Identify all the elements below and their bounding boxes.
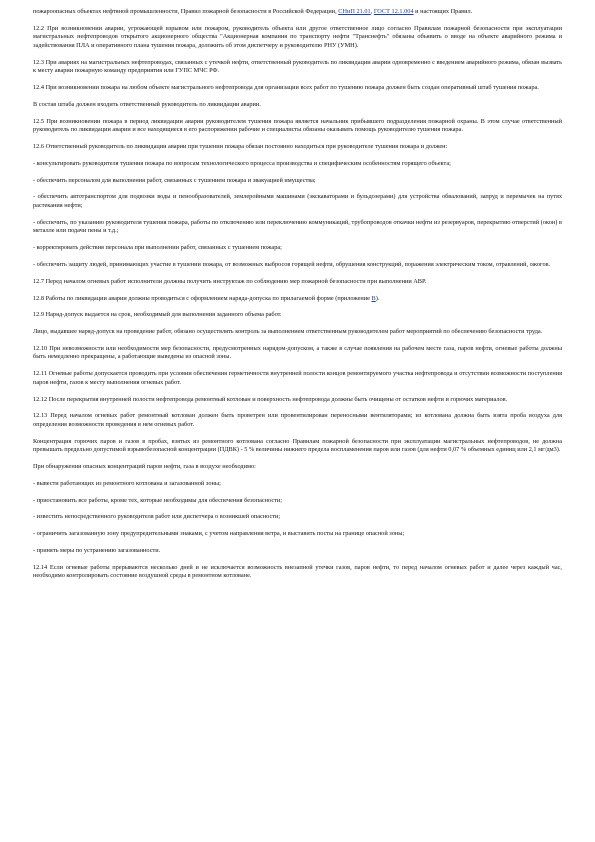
paragraph xyxy=(33,345,562,362)
reference-link[interactable]: СНиП 21.01 xyxy=(338,8,371,15)
paragraph-text: - обеспечить автотранспортом для подвозки воды и пенообразователей, землеройными машинами (экскаваторами и бульдозерами) для устройства обвалований, запруд и перемычек на путях растекания нефти; xyxy=(33,193,562,209)
paragraph xyxy=(33,396,562,405)
paragraph-text: - корректировать действия персонала при выполнении работ, связанных с тушением пожара; xyxy=(33,244,282,252)
paragraph-text: - известить непосредственного руководителя работ или диспетчера о возникшей опасности; xyxy=(33,513,281,521)
paragraph-text: 12.11 Огневые работы допускается проводить при условии обеспечения герметичности внутренней полости концов ремонтируемого участка нефтепровода и отсутствии возможности поступления паров нефти, газов к месту выполнения огневых работ. xyxy=(33,370,562,386)
paragraph-text: 12.9 Наряд-допуск выдается на срок, необходимый для выполнения заданного объема работ. xyxy=(33,311,282,319)
paragraph-text: Концентрация горючих паров и газов в пробах, взятых из ремонтного котлована согласно Правилам пожарной безопасности при эксплуатации магистральных нефтепроводов, не должна превышать предельно допустимой взрывобезопасной концентрации (ПДВК) - 5 % величины нижнего предела воспламенения паров или газов (для нефти 0,07 % объемных единиц или 2,1 мг/дм3). xyxy=(33,437,562,454)
paragraph-text: 12.3 При авариях на магистральных нефтепроводах, связанных с утечкой нефти, ответственный руководитель по ликвидации аварии одновременно с введением аварийного режима, обязан вызвать к месту аварии пожарную команду предприятия или ГУПС МЧС РФ. xyxy=(33,58,562,75)
paragraph-text: В состав штаба должен входить ответственный руководитель по ликвидации аварии. xyxy=(33,100,261,108)
paragraph xyxy=(33,143,562,152)
paragraph-text: - вывести работающих из ремонтного котлована и загазованной зоны; xyxy=(33,479,221,487)
paragraph-text: При обнаружении опасных концентраций паров нефти, газа в воздухе необходимо: xyxy=(33,463,256,471)
paragraph xyxy=(33,278,562,287)
paragraph xyxy=(33,118,562,135)
paragraph xyxy=(33,101,562,110)
paragraph xyxy=(33,8,562,17)
paragraph-text: - консультировать руководителя тушения пожара по вопросам технологического процесса производства и специфическим особенностям горящего объекта; xyxy=(33,159,451,167)
paragraph xyxy=(33,480,562,489)
paragraph-text: 12.14 Если огневые работы прерываются несколько дней и не исключается возможность внезапной утечки газов, паров нефти, то перед началом огневых работ и далее через каждый час, необходимо контролировать состояние воздушной среды в ремонтном котловане. xyxy=(33,563,562,580)
reference-link[interactable]: В xyxy=(371,294,376,302)
paragraph xyxy=(33,295,562,304)
paragraph xyxy=(33,530,562,539)
paragraph-text: ). xyxy=(375,294,380,302)
paragraph-text: 12.6 Ответственный руководитель по ликвидации аварии при тушении пожара обязан постоянно находиться при руководителе тушения пожара и должен: xyxy=(33,143,448,151)
paragraph-text: Лицо, выдавшее наряд-допуск на проведение работ, обязано осуществлять контроль за выполнением ответственным руководителем работ мероприятий по обеспечению безопасности труда. xyxy=(33,328,543,336)
paragraph-text: 12.13 Перед началом огневых работ ремонтный котлован должен быть проветрен или провентилирован переносными вентиляторами; из котлована должна быть взята проба воздуха для определения возможности проведения в нем огневых работ. xyxy=(33,412,562,428)
paragraph-text: - приостановить все работы, кроме тех, которые необходимы для обеспечения безопасности; xyxy=(33,496,283,504)
paragraph xyxy=(33,219,562,236)
paragraph xyxy=(33,370,562,387)
paragraph-text: , xyxy=(370,8,374,15)
paragraph-text: 12.7 Перед началом огневых работ исполнители должны получить инструктаж по соблюдению мер пожарной безопасности при выполнении АВР. xyxy=(33,277,427,285)
paragraph-text: - обеспечить персоналом для выполнения работ, связанных с тушением пожара и эвакуацией имущества; xyxy=(33,176,316,184)
paragraph xyxy=(33,564,562,581)
paragraph xyxy=(33,311,562,320)
paragraph xyxy=(33,513,562,522)
paragraph-text: - обеспечить, по указанию руководителя тушения пожара, работы по отключению или переключению коммуникаций, трубопроводов откачки нефти из резервуаров, перекрытию отверстий (окон) в металле или подачи пены и т.д.; xyxy=(33,218,562,235)
document-body xyxy=(33,8,562,581)
paragraph-text: 12.8 Работы по ликвидации аварии должны проводиться с оформлением наряда-допуска по прилагаемой форме (приложение xyxy=(33,294,372,302)
paragraph xyxy=(33,25,562,51)
paragraph xyxy=(33,84,562,93)
paragraph-text: и настоящих Правил. xyxy=(413,8,473,15)
paragraph xyxy=(33,497,562,506)
paragraph xyxy=(33,547,562,556)
paragraph-text: 12.12 После перекрытия внутренней полости нефтепровода ремонтный котлован и поверхность нефтепровода должны быть очищены от остатков нефти и горючих материалов. xyxy=(33,395,508,403)
paragraph xyxy=(33,160,562,169)
paragraph-text: пожароопасных объектах нефтяной промышленности, Правил пожарной безопасности в Российской Федерации, xyxy=(33,8,339,15)
paragraph-text: 12.5 При возникновении пожара в период ликвидации аварии руководителем тушения пожара является начальник прибывшего подразделения пожарной охраны. В этом случае ответственный руководитель по ликвидации аварии и все находящиеся в его распоряжении рабочие и специалисты обязаны оказывать помощь руководителю тушения пожара. xyxy=(33,117,562,134)
paragraph-text: 12.4 При возникновении пожара на любом объекте магистрального нефтепровода для организации всех работ по тушению пожара должен быть создан оперативный штаб тушения пожара. xyxy=(33,84,539,92)
paragraph xyxy=(33,328,562,337)
paragraph-text: - обеспечить защиту людей, принимающих участие в тушении пожара, от возможных выбросов горящей нефти, обрушения конструкций, поражения электрическим током, отравлений, ожогов. xyxy=(33,260,551,268)
paragraph xyxy=(33,412,562,429)
paragraph xyxy=(33,244,562,253)
paragraph xyxy=(33,261,562,270)
paragraph xyxy=(33,438,562,455)
reference-link[interactable]: ГОСТ 12.1.004 xyxy=(373,8,414,15)
paragraph-text: 12.2 При возникновении аварии, угрожающей взрывом или пожаром, руководитель объекта или другое ответственное лицо согласно Правилам пожарной безопасности при эксплуатации магистральных нефтепроводов открытого акционерного общества "Акционерная компания по транспорту нефти "Транснефть" обязаны объявить о вводе на объекте аварийного режима и задействования ПЛА и оперативного плана тушения пожара, доложить об этом диспетчеру и руководителю РНУ (УМН). xyxy=(33,24,562,49)
paragraph-text: - принять меры по устранению загазованности. xyxy=(33,547,161,555)
paragraph-text: - ограничить загазованную зону предупредительными знаками, с учетом направления ветра, и выставить посты на границе опасной зоны; xyxy=(33,530,405,538)
paragraph xyxy=(33,463,562,472)
paragraph xyxy=(33,59,562,76)
paragraph xyxy=(33,193,562,210)
paragraph xyxy=(33,177,562,186)
paragraph-text: 12.10 При невозможности или необходимости мер безопасности, предусмотренных нарядом-допуском, а также в случае появления на рабочем месте газа, паров нефти, огневые работы должны быть немедленно прекращены, а работающие выведены из опасной зоны. xyxy=(33,344,562,361)
